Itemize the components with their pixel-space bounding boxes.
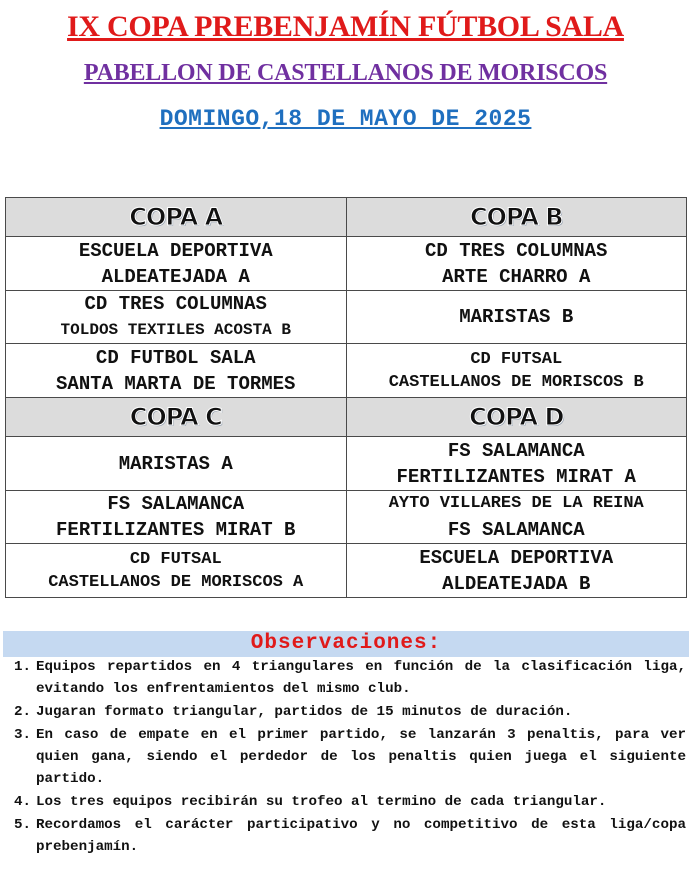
team-line: FS SALAMANCA [447,439,585,462]
team-line: CD FUTBOL SALA [95,346,256,369]
list-item-number: 1. [14,659,32,675]
team-line: ARTE CHARRO A [442,265,591,288]
team-cell [6,491,347,544]
team-line: FERTILIZANTES MIRAT A [396,465,636,488]
team-line: MARISTAS B [459,306,574,328]
team-cell [346,437,687,491]
team-line: ESCUELA DEPORTIVA [419,546,614,569]
event-date: DOMINGO,18 DE MAYO DE 2025 [159,106,532,132]
list-item-text: Jugaran formato triangular, partidos de 15 minutos de duración. [36,704,573,720]
groups-table [5,197,687,598]
team-line: ESCUELA DEPORTIVA [78,239,273,262]
copa-b-header: COPA B [346,198,687,237]
list-item-text: En caso de empate en el primer partido, se lanzarán 3 penaltis, para ver quien gana, siendo el perdedor de los penaltis quien juega el siguiente partido. [36,727,686,787]
list-item-text: Equipos repartidos en 4 triangulares en función de la clasificación liga, evitando los enfrentamientos del mismo club. [36,659,686,697]
team-line: ALDEATEJADA B [442,572,591,595]
team-line: SANTA MARTA DE TORMES [56,372,296,395]
copa-a-header: COPA A [6,198,347,237]
observaciones-title: Observaciones: [250,632,442,655]
copa-d-header: COPA D [346,398,687,437]
team-cell [346,291,687,344]
page-title: IX COPA PREBENJAMÍN FÚTBOL SALA [67,10,624,43]
team-line: TOLDOS TEXTILES ACOSTA B [60,321,291,339]
list-item [14,814,686,858]
team-line: CD TRES COLUMNAS [425,239,608,262]
team-line: FS SALAMANCA [107,493,245,515]
team-line: CASTELLANOS DE MORISCOS A [48,572,304,592]
list-item-number: 5. [14,817,32,833]
team-line: FERTILIZANTES MIRAT B [56,519,296,541]
team-line: FS SALAMANCA [447,519,585,541]
team-line: MARISTAS A [118,452,233,475]
copa-c-header: COPA C [6,398,347,437]
team-cell [6,344,347,398]
list-item-text: Recordamos el carácter participativo y no competitivo de esta liga/copa prebenjamín. [36,817,686,855]
list-item [14,656,686,700]
list-item-number: 2. [14,704,32,720]
team-cell [6,437,347,491]
list-item-text: Los tres equipos recibirán su trofeo al termino de cada triangular. [36,794,607,810]
team-cell [6,544,347,598]
list-item-number: 4. [14,794,32,810]
observaciones-list [14,656,686,859]
team-line: CD FUTSAL [129,549,222,569]
list-item [14,791,686,813]
team-cell [346,491,687,544]
team-cell [6,237,347,291]
team-line: CASTELLANOS DE MORISCOS B [388,372,644,392]
team-line: ALDEATEJADA A [101,265,250,288]
team-line: AYTO VILLARES DE LA REINA [388,494,644,513]
list-item [14,724,686,790]
venue-subtitle: PABELLON DE CASTELLANOS DE MORISCOS [83,60,608,86]
team-cell [6,291,347,344]
team-cell [346,344,687,398]
team-line: CD TRES COLUMNAS [84,293,267,315]
team-line: CD FUTSAL [470,349,563,369]
team-cell [346,237,687,291]
team-cell [346,544,687,598]
list-item-number: 3. [14,727,32,743]
list-item [14,701,686,723]
observaciones-header [3,631,689,657]
